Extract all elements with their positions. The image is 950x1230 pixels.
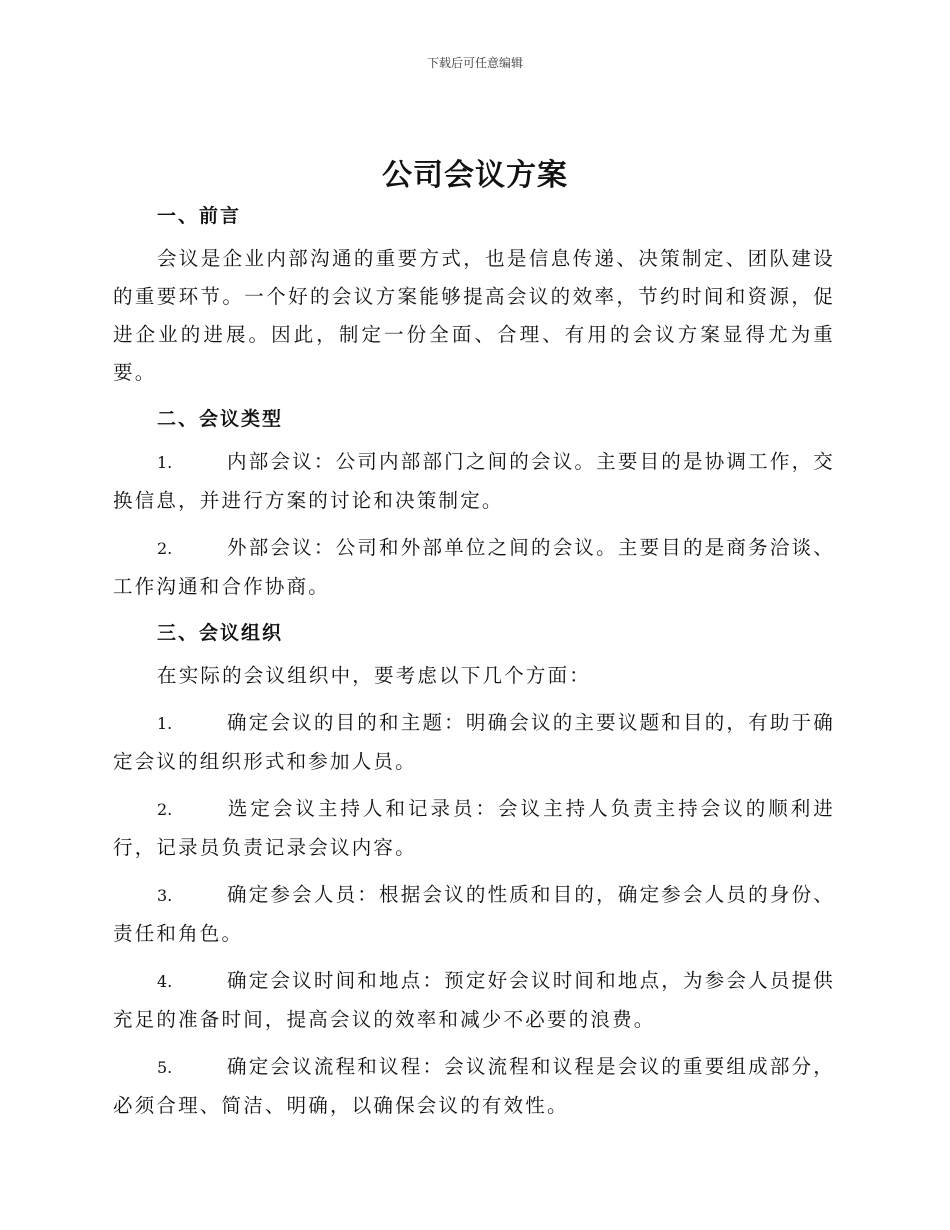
list-item-number: 1. [157,714,173,733]
list-item [113,962,835,1039]
list-item [113,529,835,606]
document-body [113,194,835,1134]
preface-paragraph: 会议是企业内部沟通的重要方式，也是信息传递、决策制定、团队建设的重要环节。一个好的会议方案能够提高会议的效率，节约时间和资源，促进企业的进展。因此，制定一份全面、合理、有用的会议方案显得尤为重要。 [113,247,835,384]
section-heading-preface: 一、前言 [157,205,242,227]
organization-intro: 在实际的会议组织中，要考虑以下几个方面： [157,664,592,687]
list-item-text: 确定参会人员：根据会议的性质和目的，确定参会人员的身份、责任和角色。 [113,883,835,945]
list-item [113,443,835,520]
list-item [113,704,835,781]
list-item-text: 确定会议流程和议程：会议流程和议程是会议的重要组成部分，必须合理、简洁、明确，以确保会议的有效性。 [113,1055,835,1117]
list-item-text: 确定会议时间和地点：预定好会议时间和地点，为参会人员提供充足的准备时间，提高会议的效率和减少不必要的浪费。 [113,969,835,1031]
list-item-number: 5. [157,1058,173,1077]
list-item [113,1048,835,1125]
list-item-number: 2. [157,539,173,558]
section-heading-organization: 三、会议组织 [157,622,284,644]
list-item-text: 外部会议：公司和外部单位之间的会议。主要目的是商务洽谈、工作沟通和合作协商。 [113,536,835,598]
list-item-number: 2. [157,800,173,819]
list-item-text: 选定会议主持人和记录员：会议主持人负责主持会议的顺利进行，记录员负责记录会议内容。 [113,797,835,859]
header-note: 下载后可任意编辑 [426,56,523,70]
list-item-number: 1. [157,453,173,472]
list-item-number: 3. [157,886,173,905]
list-item [113,790,835,867]
list-item-number: 4. [157,972,173,991]
list-item [113,876,835,953]
document-title: 公司会议方案 [382,158,568,193]
list-item-text: 内部会议：公司内部部门之间的会议。主要目的是协调工作，交换信息，并进行方案的讨论和决策制定。 [113,450,835,512]
list-item-text: 确定会议的目的和主题：明确会议的主要议题和目的，有助于确定会议的组织形式和参加人员。 [113,711,835,773]
section-heading-meeting-types: 二、会议类型 [157,408,284,430]
